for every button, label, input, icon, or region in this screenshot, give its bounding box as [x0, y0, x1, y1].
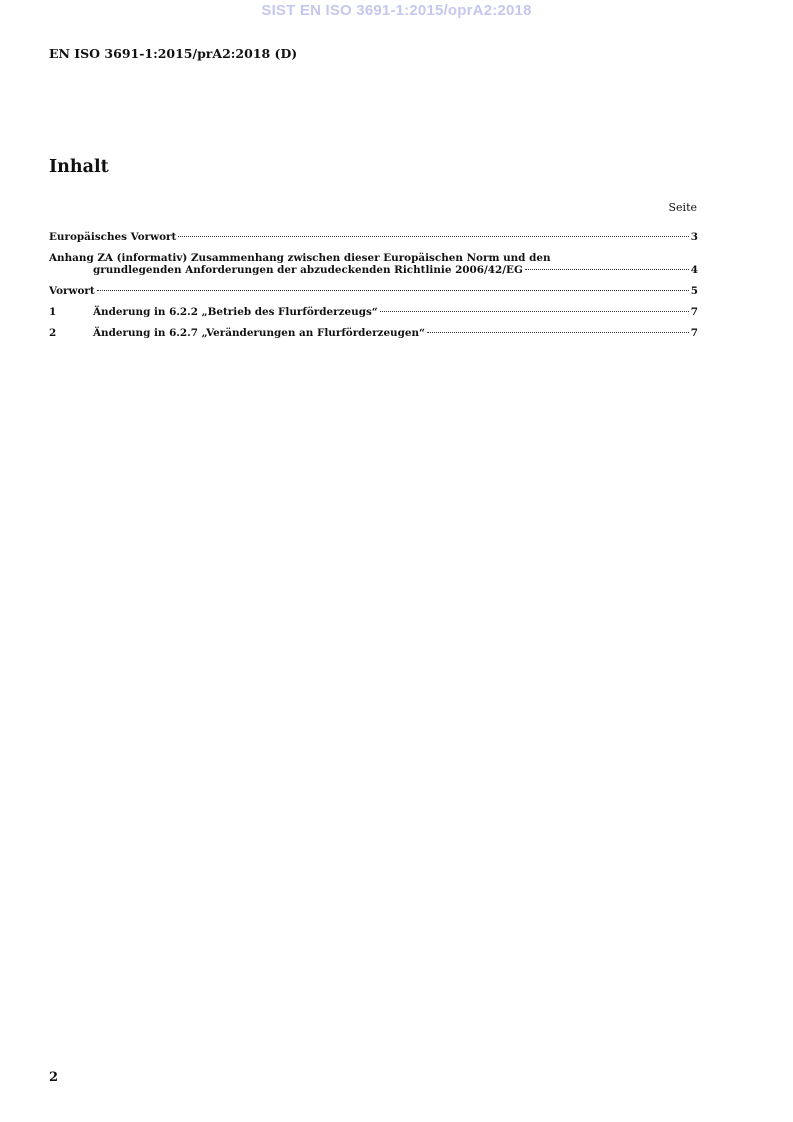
- toc-entry-page: 7: [690, 306, 698, 318]
- leader-dots: [178, 236, 688, 237]
- leader-dots: [380, 311, 689, 312]
- toc-title: Inhalt: [49, 157, 109, 177]
- page-column-label: Seite: [668, 201, 697, 214]
- toc-entry-label: Europäisches Vorwort: [49, 231, 177, 243]
- watermark: SIST EN ISO 3691-1:2015/oprA2:2018: [261, 2, 532, 19]
- toc-entry-annex-za[interactable]: [49, 252, 698, 276]
- toc-entry-label: Änderung in 6.2.7 „Veränderungen an Flurförderzeugen“: [93, 327, 426, 339]
- toc-entry-number: 2: [49, 327, 57, 339]
- toc-entry-page: 7: [690, 327, 698, 339]
- toc-entry-section-1[interactable]: [49, 306, 698, 318]
- toc-entry-page: 5: [690, 285, 698, 297]
- toc-entry-label-line2: grundlegenden Anforderungen der abzudeckenden Richtlinie 2006/42/EG: [93, 264, 523, 276]
- leader-dots: [525, 269, 689, 270]
- toc-entry-european-foreword[interactable]: [49, 231, 698, 243]
- table-of-contents: [49, 231, 698, 348]
- document-id-header: EN ISO 3691-1:2015/prA2:2018 (D): [49, 46, 298, 61]
- toc-entry-foreword[interactable]: [49, 285, 698, 297]
- toc-entry-page: 4: [690, 264, 698, 276]
- toc-entry-number: 1: [49, 306, 57, 318]
- leader-dots: [427, 332, 689, 333]
- toc-entry-label: Vorwort: [49, 285, 95, 297]
- page-number: 2: [49, 1070, 59, 1085]
- toc-entry-label: Änderung in 6.2.2 „Betrieb des Flurförderzeugs“: [93, 306, 378, 318]
- leader-dots: [97, 290, 689, 291]
- toc-entry-section-2[interactable]: [49, 327, 698, 339]
- toc-entry-label-line1: Anhang ZA (informativ) Zusammenhang zwischen dieser Europäischen Norm und den: [49, 252, 551, 264]
- toc-entry-page: 3: [690, 231, 698, 243]
